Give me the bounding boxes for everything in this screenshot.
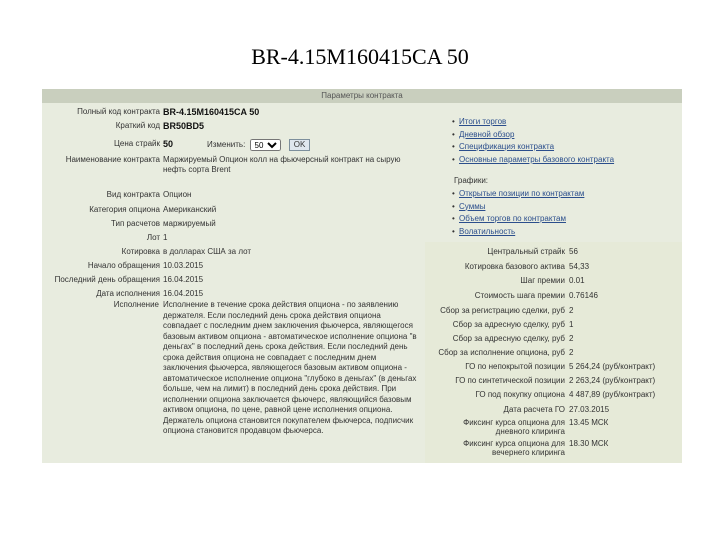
row-label: Начало обращения — [87, 261, 160, 270]
qty-control — [207, 139, 469, 151]
link-sums[interactable]: Суммы — [459, 201, 486, 211]
rrow-label: Фиксинг курса опциона для вечернего клиринга — [463, 439, 565, 457]
row-value: 16.04.2015 — [163, 289, 204, 298]
link-base-params[interactable]: Основные параметры базового контракта — [459, 154, 615, 164]
row-value: Маржируемый Опцион колл на фьючерсный контракт на сырую нефть сорта Brent — [163, 155, 401, 174]
row-label: Вид контракта — [106, 190, 160, 199]
rrow-value: 4 487,89 (руб/контракт) — [569, 390, 656, 399]
rrow-label: Сбор за адресную сделку, руб — [452, 320, 565, 329]
bullet-icon: • — [452, 117, 455, 126]
row-value: в долларах США за лот — [163, 247, 252, 256]
bullet-icon: • — [452, 154, 455, 164]
row-label: Категория опциона — [89, 205, 160, 214]
link-volume[interactable]: Объем торгов по контрактам — [459, 214, 566, 223]
qty-label: Изменить: — [207, 140, 246, 150]
rrow-value: 54,33 — [569, 262, 590, 271]
contract-panel — [42, 89, 682, 463]
rrow-value: 2 263,24 (руб/контракт) — [569, 376, 656, 385]
row-value: маржируемый — [163, 219, 216, 228]
rrow-label: Сбор за исполнение опциона, руб — [438, 348, 565, 357]
description-label: Исполнение — [113, 300, 159, 309]
links-charts — [452, 188, 584, 238]
rrow-value: 18.30 МСК — [569, 439, 609, 448]
rrow-label: Котировка базового актива — [464, 262, 565, 271]
row-label: Последний день обращения — [54, 275, 160, 284]
link-trade-results[interactable]: Итоги торгов — [459, 117, 507, 126]
row-value: Американский — [163, 205, 217, 214]
row-label: Полный код контракта — [77, 107, 160, 116]
row-label: Тип расчетов — [111, 219, 160, 228]
row-label: Краткий код — [115, 121, 160, 130]
rrow-label: Сбор за регистрацию сделки, руб — [440, 306, 565, 315]
bullet-icon: • — [452, 201, 455, 211]
row-label: Наименование контракта — [65, 155, 160, 164]
link-daily-review[interactable]: Дневной обзор — [459, 129, 515, 139]
bullet-icon: • — [452, 226, 455, 236]
row-value: Опцион — [163, 190, 192, 199]
row-value: BR50BD5 — [163, 121, 205, 131]
bullet-icon: • — [452, 189, 455, 198]
rrow-label: Центральный страйк — [487, 247, 565, 256]
row-label: Дата исполнения — [96, 289, 160, 298]
slide-title: BR-4.15M160415CA 50 — [251, 44, 469, 69]
rrow-value: 2 — [569, 348, 574, 357]
rrow-value: 1 — [569, 320, 574, 329]
bullet-icon: • — [452, 129, 455, 139]
row-value: 1 — [163, 233, 168, 242]
panel-header: Параметры контракта — [42, 89, 682, 103]
rrow-value: 13.45 МСК — [569, 418, 609, 427]
rrow-label: Шаг премии — [520, 276, 565, 285]
row-label: Котировка — [121, 247, 160, 256]
bullet-icon: • — [452, 142, 455, 151]
rrow-label: ГО по синтетической позиции — [455, 376, 565, 385]
link-specification[interactable]: Спецификация контракта — [459, 142, 555, 151]
row-value: BR-4.15M160415CA 50 — [163, 107, 260, 117]
row-value: 50 — [163, 139, 174, 149]
rrow-value: 56 — [569, 247, 578, 256]
row-value: 16.04.2015 — [163, 275, 204, 284]
qty-select[interactable] — [250, 139, 281, 151]
row-value: 10.03.2015 — [163, 261, 204, 270]
links-top — [452, 116, 614, 166]
exercise-description: Исполнение в течение срока действия опциона - по заявлению держателя. Если последний день срока действия опциона совпадает с последним днем заключения фьючерса, являющегося базовым активом опциона - автоматическое исполнение опциона "в деньгах" в последний день срока действия. Если последний день срока действия опциона не совпадает с последним днем заключения фьючерса, являющегося базовым активом опциона - автоматическое исполнение опциона "глубоко в деньгах" (в деньгах больше, чем на лимит) в последний день срока действия. При исполнении опциона заключается фьючерс, являющийся базовым активом опциона, по цене, равной цене исполнения опциона. Держатель опциона становится покупателем фьючерса, подписчик опциона становится продавцом фьючерса. — [163, 300, 417, 435]
rrow-value: 5 264,24 (руб/контракт) — [569, 362, 656, 371]
rrow-value: 0.01 — [569, 276, 585, 285]
link-open-positions[interactable]: Открытые позиции по контрактам — [459, 189, 585, 198]
row-label: Цена страйк — [114, 139, 160, 148]
charts-heading: Графики: — [454, 176, 489, 185]
rrow-value: 0.76146 — [569, 291, 598, 300]
rrow-label: Стоимость шага премии — [474, 291, 565, 300]
bullet-icon: • — [452, 214, 455, 223]
rrow-value: 27.03.2015 — [569, 405, 610, 414]
rrow-value: 2 — [569, 334, 574, 343]
rrow-value: 2 — [569, 306, 574, 315]
row-label: Лот — [146, 233, 160, 242]
rrow-label: ГО под покупку опциона — [475, 390, 565, 399]
rrow-label: Дата расчета ГО — [503, 405, 565, 414]
rrow-label: Фиксинг курса опциона для дневного клиринга — [463, 418, 565, 436]
rrow-label: Сбор за адресную сделку, руб — [452, 334, 565, 343]
ok-button[interactable]: OK — [289, 139, 311, 151]
rrow-label: ГО по непокрытой позиции — [465, 362, 565, 371]
link-volatility[interactable]: Волатильность — [459, 226, 516, 236]
